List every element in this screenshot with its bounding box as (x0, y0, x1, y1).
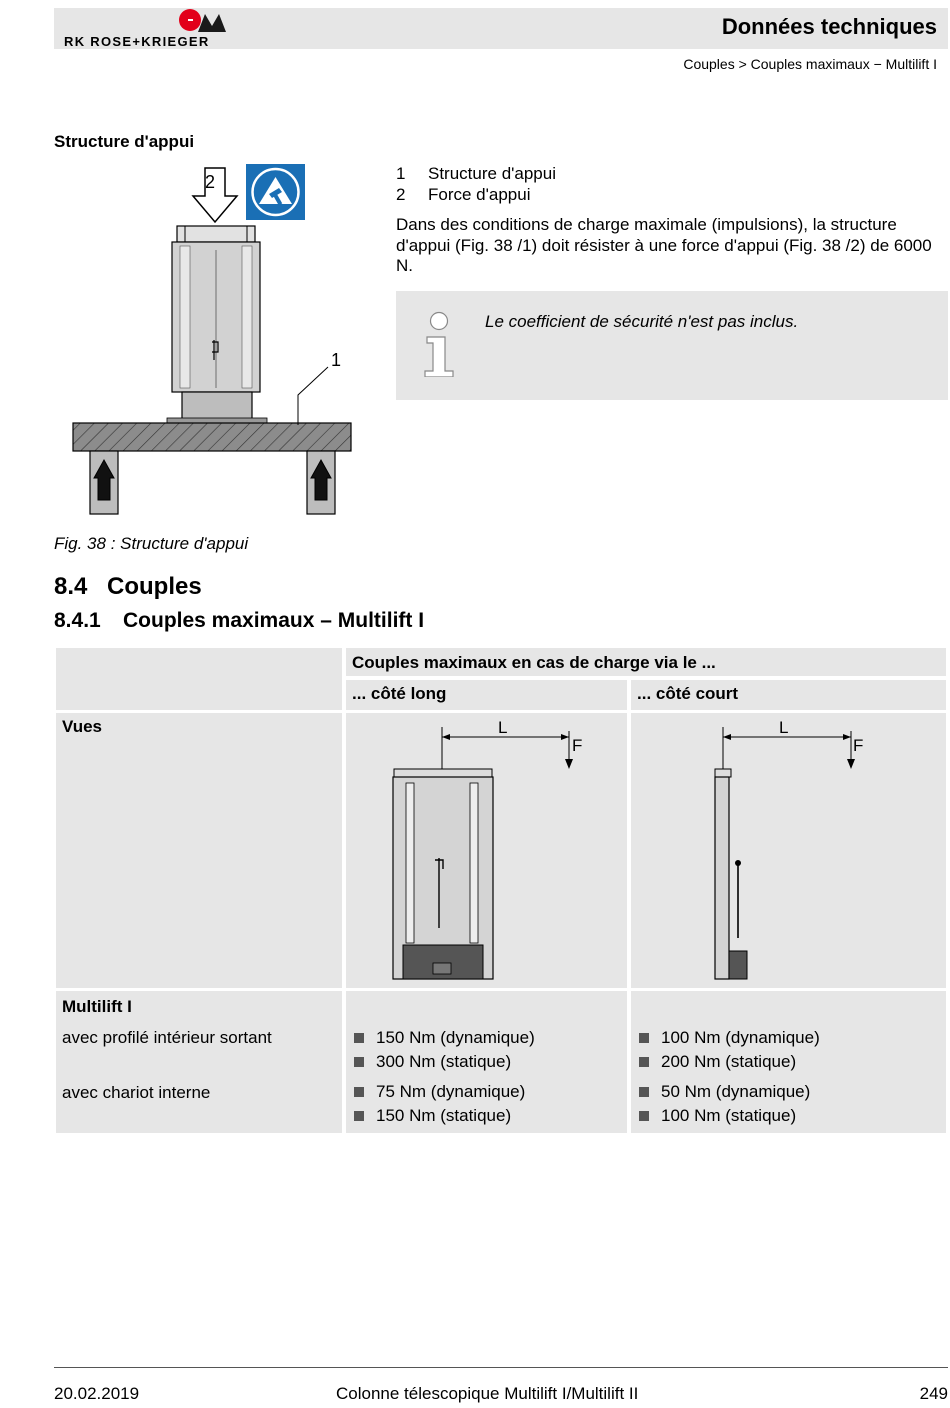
brand-name: RK ROSE+KRIEGER (64, 34, 210, 49)
subsection-heading: 8.4.1 Couples maximaux – Multilift I (54, 609, 425, 632)
row-label: avec profilé intérieur sortant (62, 1028, 272, 1047)
svg-text:F: F (853, 736, 864, 755)
svg-text:L: L (498, 718, 508, 737)
svg-text:F: F (572, 736, 583, 755)
support-description: Dans des conditions de charge maximale (impulsions), la structure d'appui (Fig. 38 /1) doit résister à une force d'appui (Fig. 38 /2) de 6000 N. (396, 215, 932, 275)
page-section-title: Données techniques (721, 14, 937, 39)
values-long-cell (346, 991, 627, 1133)
support-heading: Structure d'appui (54, 132, 195, 151)
values-list (346, 1080, 525, 1128)
values-list (346, 1026, 535, 1074)
col-header-short: ... côté court (631, 680, 946, 710)
list-item: 200 Nm (statique) (631, 1050, 820, 1074)
row-labels-cell (56, 991, 342, 1133)
table-corner-cell (56, 648, 342, 710)
breadcrumb: Couples > Couples maximaux − Multilift I (683, 56, 937, 72)
values-short-cell (631, 991, 946, 1133)
list-item: 75 Nm (dynamique) (346, 1080, 525, 1104)
list-item: 50 Nm (dynamique) (631, 1080, 810, 1104)
values-list (631, 1026, 820, 1074)
list-item: 100 Nm (statique) (631, 1104, 810, 1128)
callout-1: 1 (331, 350, 342, 370)
legend-item: 2 Force d'appui (396, 184, 531, 204)
column-short-view-drawing (631, 713, 946, 988)
support-plate (73, 423, 351, 451)
footer-date: 20.02.2019 (54, 1384, 140, 1403)
list-item: 150 Nm (dynamique) (346, 1026, 535, 1050)
list-item: 300 Nm (statique) (346, 1050, 535, 1074)
callout-2: 2 (205, 172, 216, 192)
footer-divider (54, 1367, 948, 1368)
view-long-side (346, 713, 627, 988)
view-short-side (631, 713, 946, 988)
section-heading: 8.4 Couples (54, 573, 202, 600)
support-structure-figure (60, 160, 360, 520)
row-label-views: Vues (56, 713, 342, 988)
values-list (631, 1080, 810, 1128)
svg-text:L: L (779, 718, 789, 737)
list-item: 150 Nm (statique) (346, 1104, 525, 1128)
note-box (396, 291, 948, 400)
list-item: 100 Nm (dynamique) (631, 1026, 820, 1050)
figure-caption: Fig. 38 : Structure d'appui (54, 534, 249, 553)
note-text: Le coefficient de sécurité n'est pas inclus. (485, 312, 799, 331)
page-number: 249 (919, 1384, 948, 1403)
model-label: Multilift I (62, 997, 132, 1016)
row-label: avec chariot interne (62, 1083, 211, 1102)
mandatory-instruction-icon (246, 164, 305, 220)
info-icon (422, 311, 462, 377)
column-long-view-drawing (346, 713, 627, 988)
footer-document-title: Colonne télescopique Multilift I/Multilift II (336, 1384, 639, 1403)
legend-item: 1 Structure d'appui (396, 164, 556, 183)
col-header-long: ... côté long (346, 680, 627, 710)
table-group-header: Couples maximaux en cas de charge via le ... (346, 648, 946, 676)
figure-legend (396, 164, 556, 205)
